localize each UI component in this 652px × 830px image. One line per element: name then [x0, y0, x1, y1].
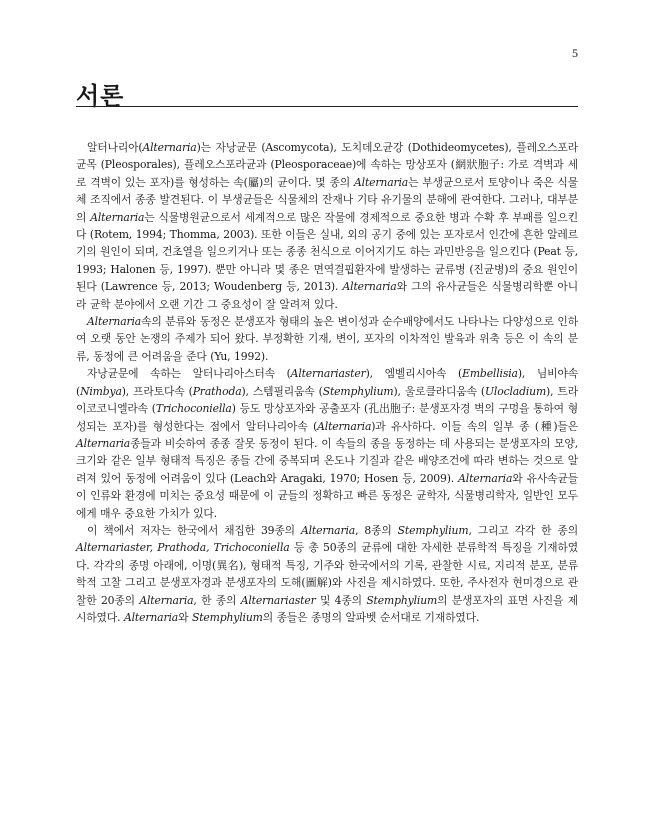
italic-term: Alternaria	[458, 471, 513, 485]
italic-term: Stemphylium	[322, 384, 394, 398]
text-run: ), 트라이코코니엘라속 (	[76, 384, 578, 416]
italic-term: Alternariaster	[290, 367, 366, 381]
text-run: 는 부생균으로서 토양이나 죽은 식물체 조직에서 종종 발견된다. 이 부생균들은 식물체의 잔재나 기타 유기물의 분해에 관여한다. 그러나, 대부분의	[76, 175, 578, 224]
italic-term: Ulocladium	[484, 384, 547, 398]
italic-term: Alternaria	[139, 593, 194, 607]
text-run: ) 등도 망상포자와 공출포자 (孔出胞子: 분생포자경 벽의 구멍을 통하여 형성되는 포자)를 형성한다는 점에서 알터나리아속 (	[76, 402, 578, 433]
title-divider	[76, 106, 578, 107]
italic-term: Alternariaster	[240, 593, 316, 607]
text-run: 와	[178, 610, 192, 624]
italic-term: Nimbya	[80, 384, 122, 398]
text-run: ), 님비야속 (	[76, 367, 579, 398]
text-run: 와 그의 유사균들은 식물병리학뿐 아니라 균학 분야에서 오랜 기간 그 중요성이 잘 알려져 있다.	[76, 280, 578, 311]
italic-term: Alternaria	[142, 141, 197, 154]
page-number: 5	[572, 46, 578, 60]
text-run: 및 4종의	[315, 593, 367, 607]
text-run: 속의 분류와 동정은 분생포자 형태의 높은 변이성과 순수배양에서도 나타나는 다양성으로 인하여 오랫 동안 논쟁의 주제가 되어 왔다. 부정확한 기재, 변이, 포자의 이차적인 발육과 위축 등은 이 속의 분류, 동정에 큰 어려움을 준다 (Yu, 1992).	[76, 315, 578, 363]
text-run: ), 프라토다속 (	[121, 384, 193, 398]
italic-term: Alternaria	[354, 175, 409, 189]
italic-term: Prathoda	[192, 384, 242, 398]
chapter-title: 서론	[76, 82, 125, 110]
body-text	[76, 139, 578, 626]
italic-term: Alternaria	[87, 315, 142, 329]
text-run: , 그리고 각각 한 종의	[468, 523, 578, 537]
paragraph-3	[76, 365, 578, 522]
text-run: )과 유사하다. 이들 속의 일부 종 (種)들은	[371, 419, 578, 433]
text-run: )는 자낭균문 (Ascomycota), 도치데오균강 (Dothideomycetes), 플레오스포라균목 (Pleosporales), 플레오스포라균과 (Pleosporaceae)에 속하는 망상포자 (網狀胞子: 가로 격벽과 세로 격벽이 있는 포자)를 형성하는 속(屬)의 균이다. 몇 종의	[76, 141, 578, 189]
italic-term: Alternaria	[300, 523, 356, 537]
text-run: 이 책에서 저자는 한국에서 채집한 39종의	[87, 523, 301, 537]
italic-term: Stemphylium	[191, 610, 263, 624]
italic-term: Stemphylium	[366, 593, 438, 607]
paragraph-1	[76, 139, 578, 313]
italic-term: Embellisia	[462, 367, 518, 381]
text-run: , 한 종의	[193, 593, 241, 607]
italic-term: Alternaria	[317, 419, 372, 433]
text-run: 종들과 비슷하여 종종 잘못 동정이 된다. 이 속들의 종을 동정하는 데 사용되는 분생포자의 모양, 크기와 같은 일부 형태적 특징은 종들 간에 중복되며 온도나 기질과 같은 배양조건에 따라 변하는 것으로 알려져 있어 동정에 어려움이 있다 (Leach와 Aragaki, 1970; Hosen 등, 2009).	[76, 436, 578, 485]
text-run: 는 식물병원균으로서 세계적으로 많은 작물에 경제적으로 중요한 병과 수확 후 부패를 일으킨다 (Rotem, 1994; Thomma, 2003). 또한 이들은 실내, 외의 공기 중에 있는 포자로서 인간에 흔한 알레르기의 원인이 되며, 건초열을 일으키거나 또는 종종 천식으로 이어지기도 하는 과민반응을 일으킨다 (Peat 등, 1993; Halonen 등, 1997). 뿐만 아니라 몇 종은 면역결핍환자에 발생하는 균류병 (진균병)의 중요 원인이 된다 (Lawrence 등, 2013; Woudenberg 등, 2013).	[76, 210, 579, 294]
italic-term: Alternaria	[123, 610, 179, 624]
text-run: 의 분생포자의 표면 사진을 제시하였다.	[76, 593, 578, 624]
italic-term: Trichoconiella	[155, 402, 232, 416]
text-run: ), 엠벨리시아속 (	[365, 367, 463, 381]
text-run: ), 스템필리움속 (	[241, 384, 323, 398]
italic-term: Alternariaster, Prathoda, Trichoconiella	[76, 541, 290, 555]
text-run: , 8종의	[355, 523, 398, 537]
italic-term: Alternaria	[90, 210, 145, 224]
text-run: 알터나리아(	[87, 141, 143, 154]
text-run: 와 유사속균들이 인류와 환경에 미치는 중요성 때문에 이 균들의 정확하고 빠른 동정은 균학자, 식물병리학자, 일반인 모두에게 매우 중요한 가치가 있다.	[76, 471, 578, 520]
italic-term: Alternaria	[342, 280, 397, 294]
paragraph-2	[76, 313, 578, 365]
italic-term: Stemphylium	[397, 523, 469, 537]
italic-term: Alternaria	[76, 436, 131, 450]
paragraph-4	[76, 522, 578, 626]
text-run: 자낭균문에 속하는 알터나리아스터속 (	[87, 367, 291, 381]
text-run: 의 종들은 종명의 알파벳 순서대로 기재하였다.	[262, 610, 480, 624]
text-run: 등 총 50종의 균류에 대한 자세한 분류학적 특징을 기재하였다. 각각의 종명 아래에, 이명(異名), 형태적 특징, 기주와 한국에서의 기록, 관찰한 시료, 지리적 분포, 분류학적 고찰 그리고 분생포자경과 분생포자의 도해(圖解)와 사진을 제시하였다. 또한, 주사전자 현미경으로 관찰한 20종의	[76, 541, 578, 607]
text-run: ), 울로클라디움속 (	[393, 384, 485, 398]
